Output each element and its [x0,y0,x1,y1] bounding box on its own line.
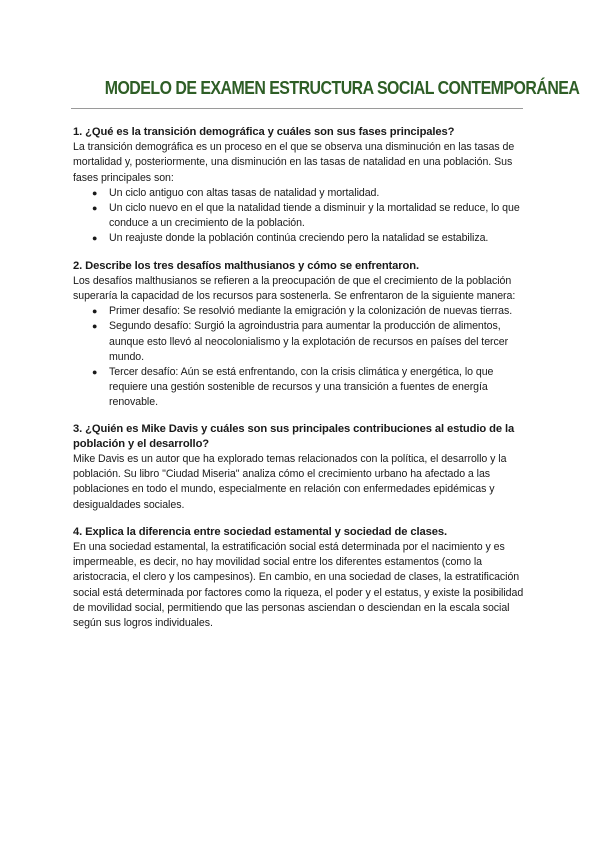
list-item-text: Segundo desafío: Surgió la agroindustria para aumentar la producción de alimentos, aunque esto llevó al neocolonialismo y la explotación de recursos en países del tercer mundo. [109,320,509,363]
answer-text: En una sociedad estamental, la estratificación social está determinada por el nacimiento y es impermeable, es decir, no hay movilidad social entre los diferentes estamentos (como la aristocracia, el clero y los campesinos). En cambio, en una sociedad de clases, la estratificación social está determinada por factores como la riqueza, el poder y el estatus, y existe la posibilidad de movilidad social, permitiendo que las personas asciendan o desciendan en la escala social según sus logros individuales. [73,541,524,630]
question-heading: 1. ¿Qué es la transición demográfica y cuáles son sus fases principales? [73,126,455,138]
bullet-icon: ● [92,187,98,198]
bullet-icon: ● [92,233,98,244]
list-item [92,231,526,246]
list-item-text: Un ciclo nuevo en el que la natalidad tiende a disminuir y la mortalidad se reduce, lo que conduce a un crecimiento de la población. [109,202,520,230]
list-item [92,319,526,365]
answer-text: Mike Davis es un autor que ha explorado temas relacionados con la política, el desarrollo y la población. Su libro "Ciudad Miseria" analiza cómo el crecimiento urbano ha afectado a las poblaciones en todo el mundo, especialmente en relación con enfermedades epidémicas y desigualdades sociales. [73,453,507,511]
question-3 [73,422,526,513]
title-divider [71,108,523,109]
list-item-text: Un ciclo antiguo con altas tasas de natalidad y mortalidad. [109,186,380,199]
question-1 [73,125,526,247]
question-heading: 4. Explica la diferencia entre sociedad estamental y sociedad de clases. [73,525,447,538]
question-heading: 2. Describe los tres desafíos malthusianos y cómo se enfrentaron. [73,259,420,272]
question-2 [73,259,526,411]
document-title: MODELO DE EXAMEN ESTRUCTURA SOCIAL CONTEMPORÁNEA [104,77,580,98]
list-item [92,304,526,319]
list-item [92,365,526,411]
bullet-icon: ● [92,306,98,317]
list-item [92,201,526,231]
bullet-icon: ● [92,321,98,332]
answer-text: Los desafíos malthusianos se refieren a la preocupación de que el crecimiento de la población superaría la capacidad de los recursos para sostenerla. Se enfrentaron de la siguiente manera: [73,274,516,303]
answer-list [73,186,526,247]
list-item-text: Un reajuste donde la población continúa creciendo pero la natalidad se estabiliza. [109,232,489,245]
question-4 [73,525,526,631]
list-item-text: Primer desafío: Se resolvió mediante la emigración y la colonización de nuevas tierras. [109,305,513,318]
list-item [92,186,526,201]
answer-list [73,304,526,410]
answer-text: La transición demográfica es un proceso en el que se observa una disminución en las tasas de mortalidad y, posteriormente, una disminución en las tasas de natalidad en una población. Sus fases principales son: [73,141,515,184]
bullet-icon: ● [92,203,98,214]
question-heading: 3. ¿Quién es Mike Davis y cuáles son sus principales contribuciones al estudio de la población y el desarrollo? [73,422,515,450]
bullet-icon: ● [92,367,98,378]
list-item-text: Tercer desafío: Aún se está enfrentando, con la crisis climática y energética, lo que requiere una gestión sostenible de recursos y una transición a fuentes de energía renovable. [109,366,494,409]
